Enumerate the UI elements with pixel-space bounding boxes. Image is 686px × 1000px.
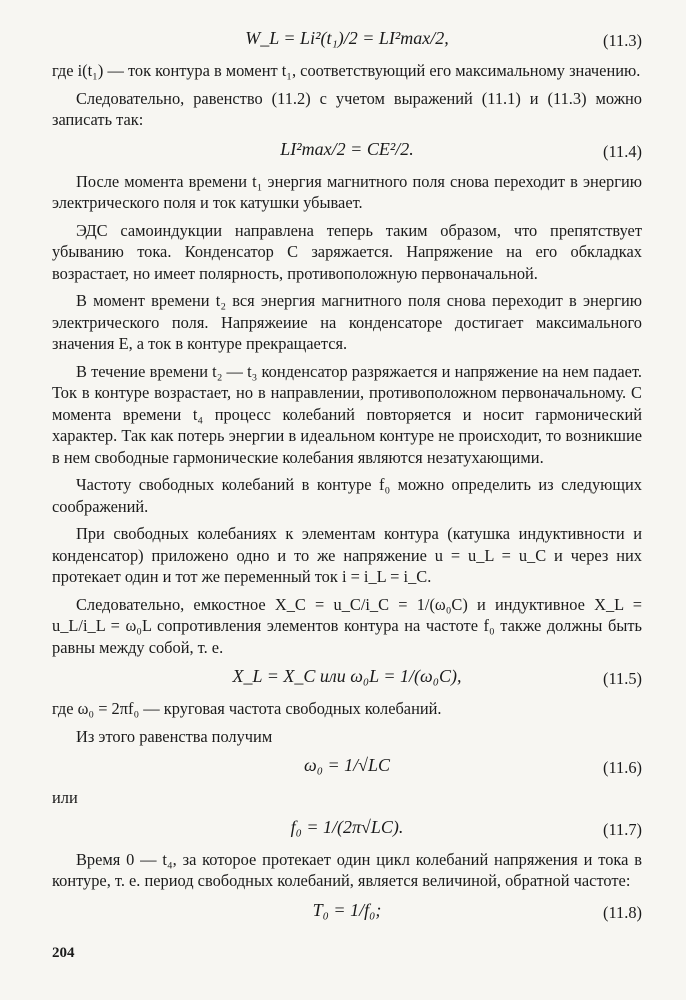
equation-number: (11.3): [603, 31, 642, 50]
paragraph: После момента времени t₁ энергия магнитного поля снова переходит в энергию электрического поля и ток катушки убывает.: [52, 171, 642, 212]
paragraph: или: [52, 788, 78, 807]
equation-11-6: [52, 753, 642, 781]
equation-11-3: [52, 26, 642, 54]
paragraph: Следовательно, емкостное X_C = u_C/i_C = 1/(ω₀C) и индуктивное X_L = u_L/i_L = ω₀L сопротивления элементов контура на частоте f₀ также должны быть равны между собой, т. е.: [52, 594, 642, 657]
equation-formula: X_L = X_C или ω₀L = 1/(ω₀C),: [232, 666, 462, 686]
equation-11-5: [52, 664, 642, 692]
equation-number: (11.5): [603, 669, 642, 688]
equation-formula: T₀ = 1/f₀;: [312, 899, 382, 920]
paragraph: При свободных колебаниях к элементам контура (катушка индуктивности и конденсатор) приложено одно и то же напряжение u = u_L = u_C и через них протекает один и тот же переменный ток i = i_L = i_C.: [52, 524, 642, 586]
equation-11-7: [52, 815, 642, 843]
paragraph: Следовательно, равенство (11.2) с учетом выражений (11.1) и (11.3) можно записать так:: [52, 88, 642, 129]
equation-11-4: [52, 137, 642, 165]
paragraph: где ω₀ = 2πf₀ — круговая частота свободных колебаний.: [52, 699, 442, 718]
equation-formula: W_L = Li²(t₁)/2 = LI²max/2,: [245, 28, 449, 48]
paragraph: В момент времени t₂ вся энергия магнитного поля снова переходит в энергию электрического поля. Напряжеиие на конденсаторе достигает максимального значения E, а ток в контуре прекращается.: [52, 291, 642, 353]
equation-number: (11.7): [603, 819, 642, 839]
equation-11-8: [52, 898, 642, 926]
paragraph: Время 0 — t₄, за которое протекает один цикл колебаний напряжения и тока в контуре, т. е. период свободных колебаний, является величиной, обратной частоте:: [52, 849, 642, 890]
equation-formula: f₀ = 1/(2π√LC).: [290, 816, 404, 837]
book-page: [52, 22, 642, 932]
paragraph: Из этого равенства получим: [76, 726, 273, 746]
equation-number: (11.6): [603, 758, 642, 777]
equation-formula: LI²max/2 = CE²/2.: [280, 138, 414, 159]
paragraph: ЭДС самоиндукции направлена теперь таким образом, что препятствует убыванию тока. Конденсатор C заряжается. Напряжение на его обкладках возрастает, но имеет полярность, противоположную первоначальной.: [52, 220, 642, 283]
paragraph: где i(t₁) — ток контура в момент t₁, соответствующий его максимальному значению.: [52, 61, 641, 80]
page-number: 204: [52, 945, 75, 961]
paragraph: В течение времени t₂ — t₃ конденсатор разряжается и напряжение на нем падает. Ток в контуре возрастает, но в направлении, противоположном первоначальному. С момента времени t₄ процесс колебаний повторяется и носит гармонический характер. Так как потерь энергии в идеальном контуре не происходит, то возникшие в нем свободные гармонические колебания являются незатухающими.: [52, 361, 642, 467]
paragraph: Частоту свободных колебаний в контуре f₀ можно определить из следующих соображений.: [52, 475, 642, 516]
equation-number: (11.8): [603, 902, 642, 922]
equation-number: (11.4): [603, 141, 642, 161]
equation-formula: ω₀ = 1/√LC: [303, 755, 390, 775]
